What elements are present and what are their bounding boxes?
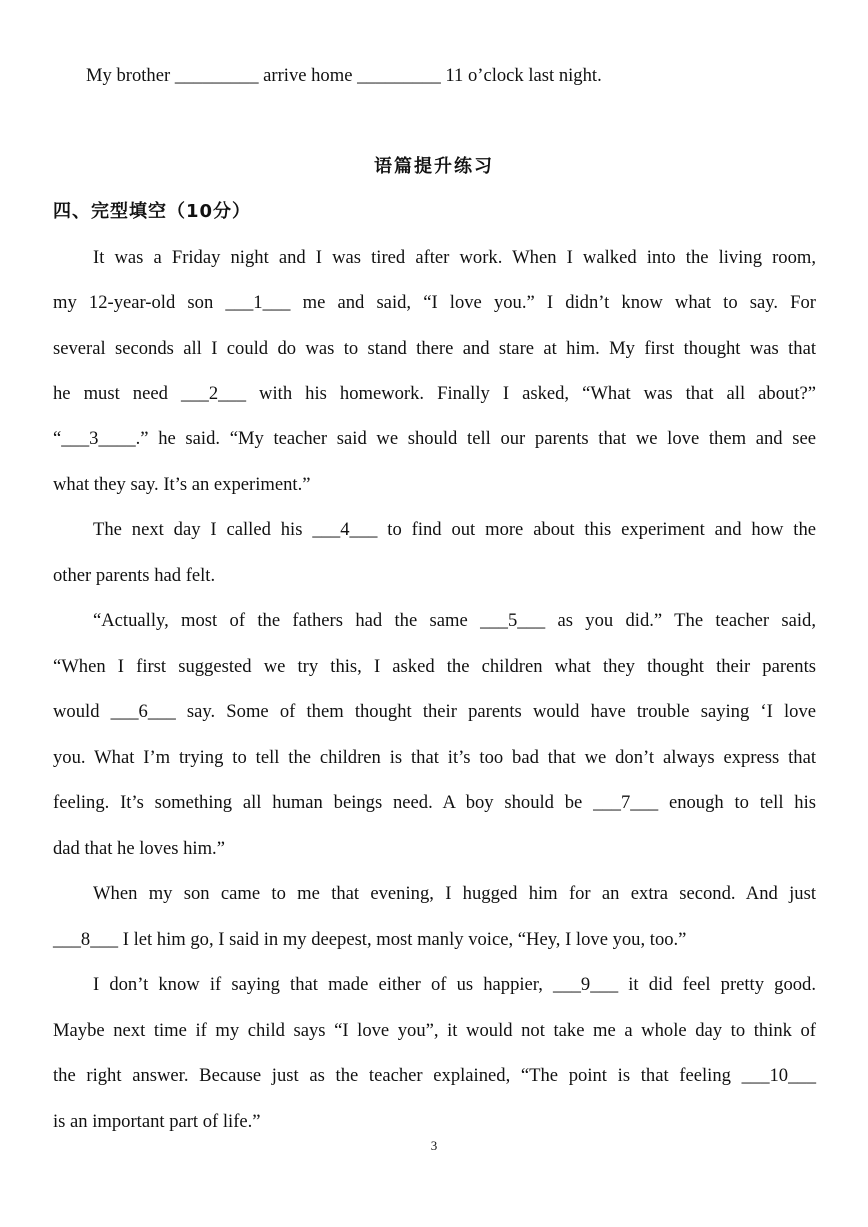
passage-line: several seconds all I could do was to stand there and stare at him. My first thought was that: [53, 338, 816, 359]
passage-line: dad that he loves him.”: [53, 838, 225, 859]
passage-line: “When I first suggested we try this, I asked the children what they thought their parents: [53, 656, 816, 677]
passage-line: It was a Friday night and I was tired after work. When I walked into the living room,: [93, 247, 816, 268]
passage-line: would ___6___ say. Some of them thought their parents would have trouble saying ‘I love: [53, 701, 816, 722]
passage-line: you. What I’m trying to tell the children is that it’s too bad that we don’t always express that: [53, 747, 816, 768]
page-number: 3: [430, 1138, 438, 1153]
page-title: 语篇提升练习: [374, 156, 494, 177]
passage-line: “___3____.” he said. “My teacher said we should tell our parents that we love them and see: [53, 428, 816, 449]
passage-line: “Actually, most of the fathers had the same ___5___ as you did.” The teacher said,: [93, 610, 816, 631]
top-sentence: My brother _________ arrive home _________ 11 o’clock last night.: [86, 65, 602, 86]
passage-line: ___8___ I let him go, I said in my deepest, most manly voice, “Hey, I love you, too.”: [53, 929, 687, 950]
passage-line: feeling. It’s something all human beings need. A boy should be ___7___ enough to tell his: [53, 792, 816, 813]
passage-line: he must need ___2___ with his homework. Finally I asked, “What was that all about?”: [53, 383, 816, 404]
passage-line: what they say. It’s an experiment.”: [53, 474, 311, 495]
section-heading: 四、完型填空（10分）: [53, 201, 252, 222]
passage-line: my 12-year-old son ___1___ me and said, “I love you.” I didn’t know what to say. For: [53, 292, 816, 313]
passage-line: other parents had felt.: [53, 565, 216, 586]
passage-line: The next day I called his ___4___ to find out more about this experiment and how the: [93, 519, 816, 540]
passage-line: When my son came to me that evening, I hugged him for an extra second. And just: [93, 883, 816, 904]
passage-line: the right answer. Because just as the teacher explained, “The point is that feeling ___10___: [53, 1065, 816, 1086]
passage-line: is an important part of life.”: [53, 1111, 261, 1132]
passage-line: Maybe next time if my child says “I love you”, it would not take me a whole day to think of: [53, 1020, 816, 1041]
passage-line: I don’t know if saying that made either of us happier, ___9___ it did feel pretty good.: [93, 974, 816, 995]
